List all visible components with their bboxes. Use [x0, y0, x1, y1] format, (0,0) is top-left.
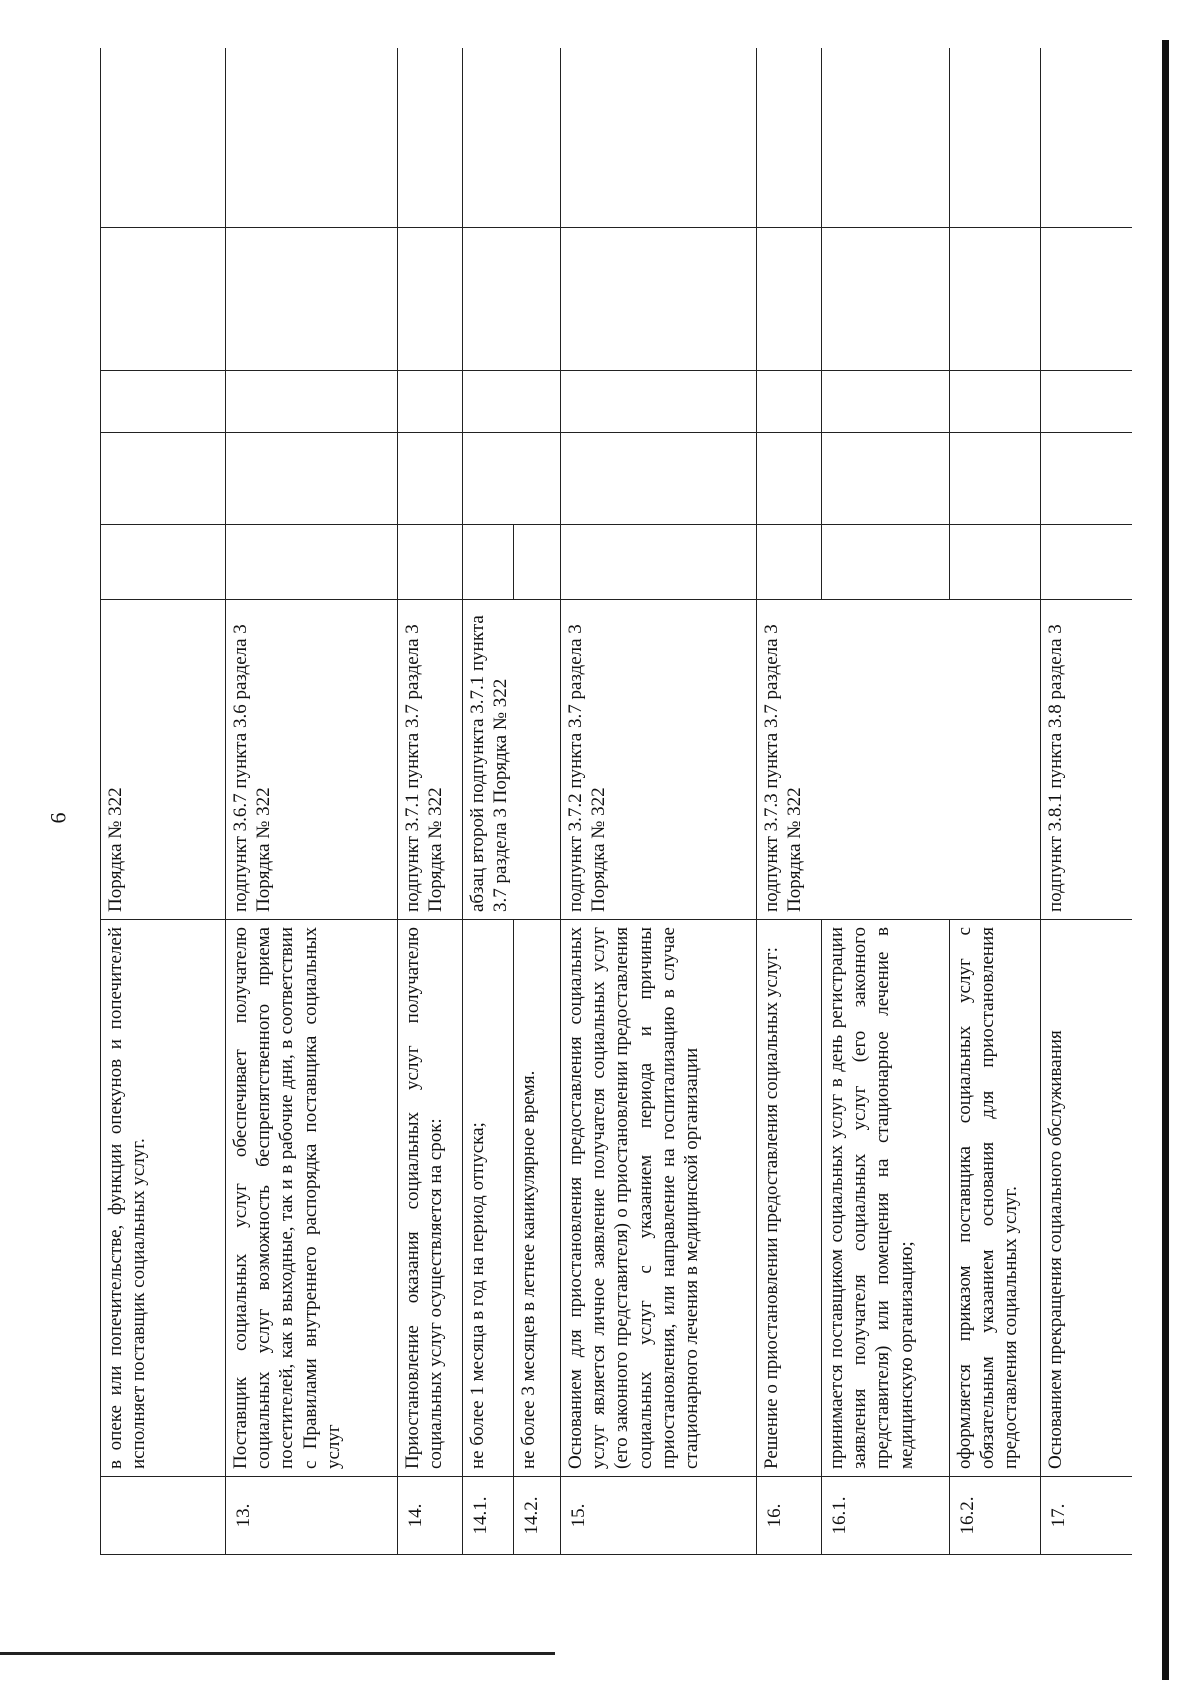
- empty-cell: [101, 525, 226, 600]
- table-row: [463, 48, 514, 1555]
- row-reference: подпункт 3.6.7 пункта 3.6 раздела 3 Порядка № 322: [226, 600, 398, 920]
- table-row: [101, 48, 226, 1555]
- scan-edge-line: [1162, 40, 1169, 1680]
- empty-cell: [757, 228, 822, 371]
- empty-cell: [463, 525, 514, 600]
- empty-cell: [757, 525, 822, 600]
- bottom-rule-line: [0, 1652, 555, 1655]
- empty-cell: [561, 525, 757, 600]
- row-number: 14.2.: [514, 1477, 561, 1555]
- empty-cell: [101, 433, 226, 525]
- row-number: 14.: [398, 1477, 463, 1555]
- empty-cell: [950, 371, 1041, 433]
- empty-cell: [561, 371, 757, 433]
- empty-cell: [398, 228, 463, 371]
- empty-cell: [463, 371, 561, 433]
- empty-cell: [226, 525, 398, 600]
- empty-cell: [101, 48, 226, 228]
- empty-cell: [463, 48, 561, 228]
- empty-cell: [757, 48, 822, 228]
- empty-cell: [561, 228, 757, 371]
- empty-cell: [757, 371, 822, 433]
- empty-cell: [561, 433, 757, 525]
- row-reference: абзац второй подпункта 3.7.1 пункта 3.7 раздела 3 Порядка № 322: [463, 600, 561, 920]
- table-row: [398, 48, 463, 1555]
- row-description: Приостановление оказания социальных услуг получателю социальных услуг осуществляется на срок:: [398, 920, 463, 1477]
- empty-cell: [514, 525, 561, 600]
- row-reference: Порядка № 322: [101, 600, 226, 920]
- table-row: [561, 48, 757, 1555]
- row-description: не более 3 месяцев в летнее каникулярное время.: [514, 920, 561, 1477]
- empty-cell: [226, 433, 398, 525]
- row-reference: подпункт 3.7.2 пункта 3.7 раздела 3 Порядка № 322: [561, 600, 757, 920]
- empty-cell: [822, 433, 950, 525]
- row-description: Решение о приостановлении предоставления социальных услуг:: [757, 920, 822, 1477]
- table-row: [1041, 48, 1133, 1555]
- requirements-table: [100, 48, 1132, 1555]
- row-description: Основанием для приостановления предоставления социальных услуг является личное заявление получателя социальных услуг (его законного представителя) о приостановлении предоставления социальных услуг с указанием периода и причины приостановления, или направление на госпитализацию в случае стационарного лечения в медицинской организации: [561, 920, 757, 1477]
- row-description: Основанием прекращения социального обслуживания: [1041, 920, 1133, 1477]
- empty-cell: [398, 371, 463, 433]
- table-row: [226, 48, 398, 1555]
- empty-cell: [1041, 433, 1133, 525]
- row-number: 16.: [757, 1477, 822, 1555]
- empty-cell: [757, 433, 822, 525]
- row-number: 14.1.: [463, 1477, 514, 1555]
- row-reference: подпункт 3.8.1 пункта 3.8 раздела 3: [1041, 600, 1133, 920]
- row-description: принимается поставщиком социальных услуг в день регистрации заявления получателя социальных услуг (его законного представителя) или помещения на стационарное лечение в медицинскую организацию;: [822, 920, 950, 1477]
- rotated-table: [100, 48, 1132, 1555]
- empty-cell: [822, 48, 950, 228]
- row-reference: подпункт 3.7.1 пункта 3.7 раздела 3 Порядка № 322: [398, 600, 463, 920]
- row-reference: подпункт 3.7.3 пункта 3.7 раздела 3 Порядка № 322: [757, 600, 1041, 920]
- empty-cell: [398, 48, 463, 228]
- empty-cell: [950, 228, 1041, 371]
- empty-cell: [950, 48, 1041, 228]
- table-row: [757, 48, 822, 1555]
- row-description: Поставщик социальных услуг обеспечивает получателю социальных услуг возможность беспрепятственного приема посетителей, как в выходные, так и в рабочие дни, в соответствии с Правилами внутреннего распорядка поставщика социальных услуг: [226, 920, 398, 1477]
- empty-cell: [822, 371, 950, 433]
- empty-cell: [1041, 525, 1133, 600]
- empty-cell: [561, 48, 757, 228]
- row-description: оформляется приказом поставщика социальных услуг с обязательным указанием основания для приостановления предоставления социальных услуг.: [950, 920, 1041, 1477]
- row-number: 13.: [226, 1477, 398, 1555]
- empty-cell: [822, 228, 950, 371]
- empty-cell: [398, 525, 463, 600]
- empty-cell: [950, 433, 1041, 525]
- empty-cell: [226, 48, 398, 228]
- empty-cell: [226, 228, 398, 371]
- empty-cell: [398, 433, 463, 525]
- rotated-table-container: [100, 48, 1132, 1555]
- empty-cell: [101, 371, 226, 433]
- row-number: 17.: [1041, 1477, 1133, 1555]
- empty-cell: [463, 433, 561, 525]
- empty-cell: [1041, 371, 1133, 433]
- row-description: не более 1 месяца в год на период отпуска;: [463, 920, 514, 1477]
- row-number: 16.2.: [950, 1477, 1041, 1555]
- empty-cell: [463, 228, 561, 371]
- empty-cell: [1041, 228, 1133, 371]
- empty-cell: [950, 525, 1041, 600]
- empty-cell: [226, 371, 398, 433]
- row-number: [101, 1477, 226, 1555]
- empty-cell: [1041, 48, 1133, 228]
- empty-cell: [101, 228, 226, 371]
- empty-cell: [822, 525, 950, 600]
- row-number: 15.: [561, 1477, 757, 1555]
- page-number: 6: [45, 812, 71, 824]
- row-description: в опеке или попечительстве, функции опекунов и попечителей исполняет поставщик социальных услуг.: [101, 920, 226, 1477]
- row-number: 16.1.: [822, 1477, 950, 1555]
